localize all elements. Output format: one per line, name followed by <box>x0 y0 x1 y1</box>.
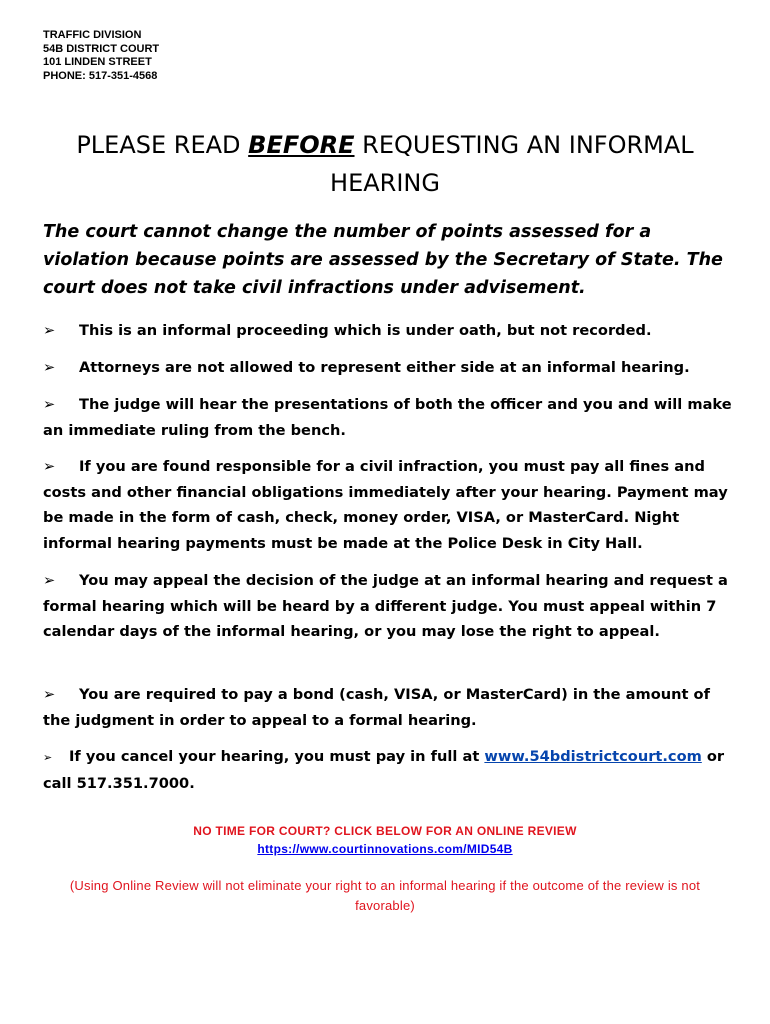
arrowhead-bullet-icon: ➢ <box>43 751 53 764</box>
title-emphasis: BEFORE <box>248 131 355 159</box>
arrowhead-bullet-icon: ➢ <box>43 686 56 703</box>
bullet-text: The judge will hear the presentations of both the officer and you and will make an immediate ruling from the bench. <box>43 396 732 439</box>
online-review-note: (Using Online Review will not eliminate your right to an informal hearing if the outcome of the review is not favorable) <box>69 878 701 913</box>
title-part1: PLEASE READ <box>76 131 249 159</box>
court-address-block <box>43 29 159 83</box>
bullet-text: This is an informal proceeding which is under oath, but not recorded. <box>79 322 652 339</box>
bullet-item <box>43 682 733 733</box>
page-title <box>40 126 730 202</box>
bullet-item <box>43 454 733 556</box>
cancel-text-after: or call 517.351.7000. <box>43 748 725 792</box>
online-review-section <box>40 822 730 916</box>
online-review-heading: NO TIME FOR COURT? CLICK BELOW FOR AN ONLINE REVIEW <box>193 824 577 838</box>
arrowhead-bullet-icon: ➢ <box>43 359 56 376</box>
arrowhead-bullet-icon: ➢ <box>43 396 56 413</box>
court-website-link[interactable]: www.54bdistrictcourt.com <box>484 748 702 765</box>
bullet-text: Attorneys are not allowed to represent either side at an informal hearing. <box>79 359 690 376</box>
cancel-text-before: If you cancel your hearing, you must pay in full at <box>69 748 485 765</box>
bullet-item <box>43 318 733 344</box>
title-part2: REQUESTING AN INFORMAL HEARING <box>330 131 694 197</box>
bullet-item <box>43 355 733 381</box>
intro-paragraph: The court cannot change the number of points assessed for a violation because points are assessed by the Secretary of State. The court does not take civil infractions under advisement. <box>43 222 723 298</box>
division-name: TRAFFIC DIVISION <box>43 29 142 41</box>
bullet-text: You may appeal the decision of the judge at an informal hearing and request a formal hearing which will be heard by a different judge. You must appeal within 7 calendar days of the informal hearing, or you may lose the right to appeal. <box>43 572 728 640</box>
bullet-item <box>43 392 733 443</box>
cancel-bullet-item <box>43 744 733 796</box>
arrowhead-bullet-icon: ➢ <box>43 322 56 339</box>
court-name: 54B DISTRICT COURT <box>43 42 160 55</box>
arrowhead-bullet-icon: ➢ <box>43 458 56 475</box>
phone-number: PHONE: 517-351-4568 <box>43 69 158 82</box>
bullet-item <box>43 568 733 645</box>
bullet-text: You are required to pay a bond (cash, VISA, or MasterCard) in the amount of the judgment in order to appeal to a formal hearing. <box>43 686 710 729</box>
arrowhead-bullet-icon: ➢ <box>43 572 56 589</box>
street-address: 101 LINDEN STREET <box>43 56 152 68</box>
online-review-link[interactable]: https://www.courtinnovations.com/MID54B <box>257 842 513 856</box>
bullet-text: If you are found responsible for a civil infraction, you must pay all fines and costs and other financial obligations immediately after your hearing. Payment may be made in the form of cash, check, money order, VISA, or MasterCard. Night informal hearing payments must be made at the Police Desk in City Hall. <box>43 458 728 552</box>
